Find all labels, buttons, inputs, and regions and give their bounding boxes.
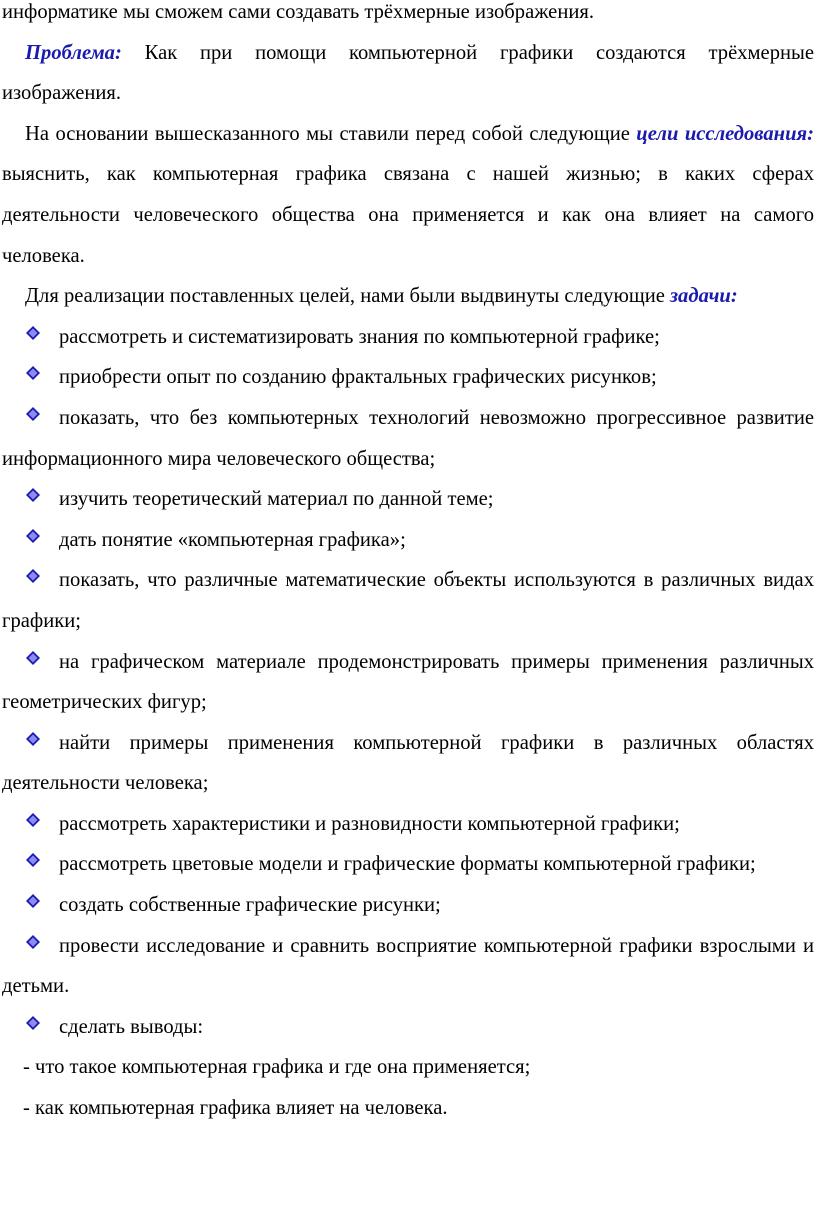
problem-label: Проблема:	[25, 41, 122, 64]
list-item	[2, 642, 814, 723]
diamond-bullet-icon	[26, 935, 40, 949]
task-text: сделать выводы:	[59, 1015, 204, 1038]
diamond-bullet-icon	[26, 813, 40, 827]
goals-text: выяснить, как компьютерная графика связана с нашей жизнью; в каких сферах деятельности человеческого общества она применяется и как она влияет на самого человека.	[2, 163, 814, 267]
diamond-bullet-icon	[26, 1016, 40, 1030]
conclusion-item: - что такое компьютерная графика и где она применяется;	[23, 1056, 531, 1079]
task-text: на графическом материале продемонстрировать примеры применения различных геометрических фигур;	[2, 650, 814, 714]
conclusion-list	[2, 1047, 814, 1128]
list-item	[2, 1007, 814, 1048]
task-text: найти примеры применения компьютерной графики в различных областях деятельности человека;	[2, 731, 814, 795]
diamond-bullet-icon	[26, 894, 40, 908]
tasks-intro-lead: Для реализации поставленных целей, нами были выдвинуты следующие	[25, 285, 671, 308]
goals-label: цели исследования:	[636, 122, 814, 145]
task-text: создать собственные графические рисунки;	[59, 894, 441, 917]
task-text: показать, что без компьютерных технологий невозможно прогрессивное развитие информационного мира человеческого общества;	[2, 406, 814, 470]
diamond-bullet-icon	[26, 853, 40, 867]
list-item	[2, 885, 814, 926]
list-item	[2, 398, 814, 479]
list-item	[2, 926, 814, 1007]
conclusion-item: - как компьютерная графика влияет на человека.	[23, 1097, 448, 1120]
task-list	[2, 317, 814, 1048]
diamond-bullet-icon	[26, 732, 40, 746]
list-item	[2, 357, 814, 398]
problem-text: Как при помощи компьютерной графики создаются трёхмерные изображения.	[2, 41, 814, 105]
list-item	[2, 317, 814, 358]
intro-line: информатике мы сможем сами создавать трёхмерные изображения.	[2, 1, 594, 23]
goals-lead: На основании вышесказанного мы ставили перед собой следующие	[25, 122, 637, 145]
list-item	[2, 520, 814, 561]
task-text: изучить теоретический материал по данной теме;	[59, 488, 494, 511]
task-text: рассмотреть и систематизировать знания по компьютерной графике;	[59, 325, 660, 348]
task-text: приобрести опыт по созданию фрактальных графических рисунков;	[59, 366, 657, 389]
task-text: дать понятие «компьютерная графика»;	[59, 528, 406, 551]
list-item	[2, 804, 814, 845]
list-item	[2, 844, 814, 885]
diamond-bullet-icon	[26, 326, 40, 340]
problem-paragraph	[2, 33, 814, 114]
diamond-bullet-icon	[26, 529, 40, 543]
diamond-bullet-icon	[26, 569, 40, 583]
diamond-bullet-icon	[26, 651, 40, 665]
task-text: провести исследование и сравнить восприятие компьютерной графики взрослыми и детьми.	[2, 934, 814, 998]
diamond-bullet-icon	[26, 488, 40, 502]
list-item	[2, 479, 814, 520]
task-text: рассмотреть цветовые модели и графические форматы компьютерной графики;	[59, 853, 756, 876]
diamond-bullet-icon	[26, 407, 40, 421]
task-text: рассмотреть характеристики и разновидности компьютерной графики;	[59, 812, 680, 835]
task-text: показать, что различные математические объекты используются в различных видах графики;	[2, 569, 814, 632]
tasks-intro-paragraph	[2, 276, 814, 317]
tasks-label: задачи:	[670, 285, 738, 308]
diamond-bullet-icon	[26, 366, 40, 380]
list-item	[2, 723, 814, 804]
goals-paragraph	[2, 114, 814, 276]
list-item	[2, 560, 814, 641]
